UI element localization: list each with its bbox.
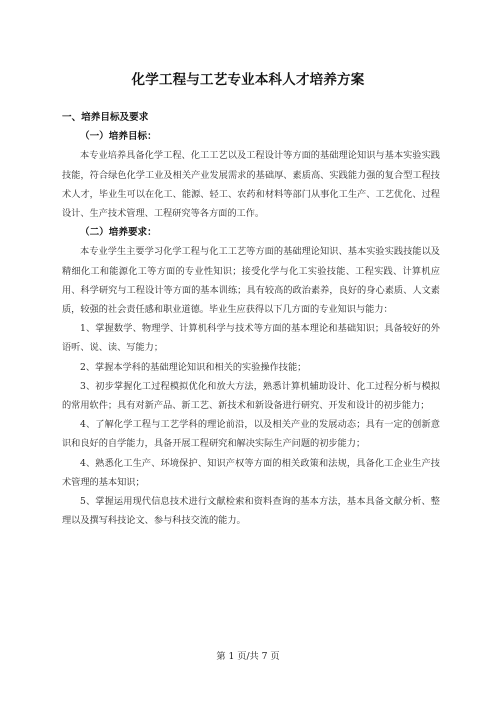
goal-paragraph: 本专业培养具备化学工程、化工工艺以及工程设计等方面的基础理论知识与基本实验实践技能，符合绿色化学工业及相关产业发展需求的基础厚、素质高、实践能力强的复合型工程技术人才，毕业生可以在化工、能源、轻工、农药和材料等部门从事化工生产、工艺优化、过程设计、生产技术管理、工程研究等各方面的工作。 <box>62 150 440 220</box>
list-item: 4、熟悉化工生产、环境保护、知识产权等方面的相关政策和法规，具备化工企业生产技术管理的基本知识； <box>62 457 440 488</box>
list-item: 4、了解化学工程与工艺学科的理论前沿，以及相关产业的发展动态；具有一定的创新意识和良好的自学能力，具备开展工程研究和解决实际生产问题的初步能力； <box>62 419 440 450</box>
subsection-heading-requirements: （二）培养要求： <box>80 227 157 239</box>
list-item: 1、掌握数学、物理学、计算机科学与技术等方面的基本理论和基础知识；具备较好的外语听、说、读、写能力； <box>62 323 440 354</box>
subsection-heading-goal: （一）培养目标： <box>80 131 157 143</box>
requirements-paragraph: 本专业学生主要学习化学工程与化工工艺等方面的基础理论知识、基本实验实践技能以及精细化工和能源化工等方面的专业性知识；接受化学与化工实验技能、工程实践、计算机应用、科学研究与工程设计等方面的基本训练；具有较高的政治素养，良好的身心素质、人文素质，较强的社会责任感和职业道德。毕业生应获得以下几方面的专业知识与能力： <box>62 246 440 316</box>
list-item: 2、掌握本学科的基础理论知识和相关的实验操作技能； <box>80 361 307 373</box>
section-heading: 一、培养目标及要求 <box>62 112 149 123</box>
list-item: 5、掌握运用现代信息技术进行文献检索和资料查询的基本方法，基本具备文献分析、整理以及撰写科技论文、参与科技交流的能力。 <box>62 496 440 527</box>
page-number-footer: 第 1 页/共 7 页 <box>216 651 280 662</box>
list-item: 3、初步掌握化工过程模拟优化和放大方法，熟悉计算机辅助设计、化工过程分析与模拟的常用软件；具有对新产品、新工艺、新技术和新设备进行研究、开发和设计的初步能力； <box>62 380 440 412</box>
document-title: 化学工程与工艺专业本科人才培养方案 <box>131 72 365 88</box>
document-body <box>62 108 440 530</box>
